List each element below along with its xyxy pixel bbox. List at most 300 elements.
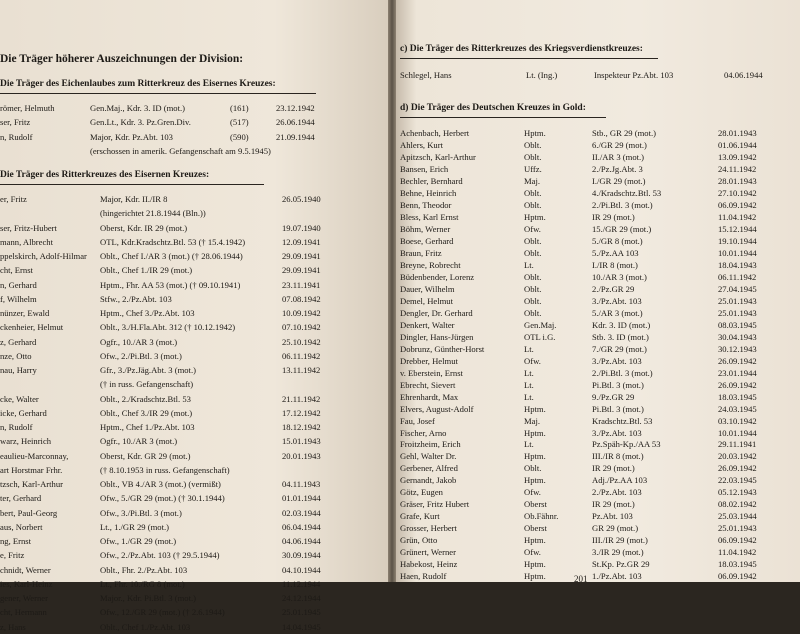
ritterkreuz-row-rank: Oblt., Chef 1./IR 29 (mot.) <box>100 265 193 276</box>
ritterkreuz-row <box>0 278 392 292</box>
ritterkreuz-row-rank: Hptm., Chef 3./Pz.Abt. 103 <box>100 308 195 318</box>
dk-row-name: Gernandt, Jakob <box>400 475 457 486</box>
dk-row-name: Benn, Theodor <box>400 199 452 210</box>
dk-row-name: Böhm, Werner <box>400 223 451 234</box>
ritterkreuz-row-rank: Ogfr., 10./AR 3 (mot.) <box>100 336 178 347</box>
ritterkreuz-row-rank: Oblt., Chef 1./Pz.Abt. 103 <box>100 621 191 632</box>
ritterkreuz-row-rank: Major., Kdr. Pi.Btl. 3 (mot.) <box>100 593 196 603</box>
ritterkreuz-row <box>0 320 392 334</box>
ritterkreuz-row-name: chnidt, Werner <box>0 564 51 575</box>
dk-row-rank: Hptm. <box>524 403 546 414</box>
dk-row-rank: Ofw. <box>524 547 541 558</box>
ritterkreuz-row <box>0 434 392 448</box>
ritterkreuz-row-name: er, Fritz <box>0 194 27 204</box>
eichenlaub-row-name: n, Rudolf <box>0 131 33 142</box>
dk-row-rank: Oblt. <box>524 247 542 258</box>
dk-row-name: Demel, Helmut <box>400 295 453 306</box>
dk-row-name: Bechler, Bernhard <box>400 175 463 186</box>
ritterkreuz-row <box>0 263 392 277</box>
kvk-row-unit: Inspekteur Pz.Abt. 103 <box>594 70 674 80</box>
dk-row-name: Bless, Karl Ernst <box>400 211 459 222</box>
dk-row-name: Apitzsch, Karl-Arthur <box>400 151 476 162</box>
ritterkreuz-row-name: f, Wilhelm <box>0 293 37 304</box>
ritterkreuz-row <box>0 363 392 377</box>
dk-row-name: Dauer, Wilhelm <box>400 283 455 294</box>
ritterkreuz-row-name: ter, Gerhard <box>0 493 42 504</box>
dk-row-unit: II./AR 3 (mot.) <box>592 151 645 162</box>
dk-row-unit: 3./Pz.Abt. 103 <box>592 355 642 366</box>
ritterkreuz-row-rank: († in russ. Gefangenschaft) <box>100 379 194 390</box>
dk-row-rank: Hptm. <box>524 451 546 462</box>
ritterkreuz-row <box>0 563 392 577</box>
dk-row-rank: Ofw. <box>524 487 541 498</box>
ritterkreuz-row-date: 25.01.1945 <box>282 607 321 618</box>
ritterkreuz-row <box>0 235 392 249</box>
eichenlaub-title: Die Träger des Eichenlaubes zum Ritterkreuz des Eisernes Kreuzes: <box>0 79 276 89</box>
ritterkreuz-row-rank: Ofw., 12./GR 29 (mot.) († 2.6.1944) <box>100 607 225 618</box>
dk-row-date: 13.09.1942 <box>718 151 757 162</box>
ritterkreuz-row <box>0 534 392 548</box>
ritterkreuz-row-date: 14.04.1945 <box>282 621 321 632</box>
ritterkreuz-row-name: ser, Fritz-Hubert <box>0 222 57 233</box>
dk-underline <box>400 117 606 118</box>
dk-row-date: 10.01.1944 <box>718 247 757 258</box>
dk-row-name: Haen, Rudolf <box>400 571 447 582</box>
dk-row-unit: Pi.Btl. 3 (mot.) <box>592 379 644 390</box>
book-spine <box>388 0 396 582</box>
dk-row-rank: Hptm. <box>524 475 546 486</box>
ritterkreuz-row <box>0 463 392 477</box>
dk-row-date: 18.03.1945 <box>718 391 757 402</box>
dk-row-name: Ebrecht, Sievert <box>400 379 456 390</box>
ritterkreuz-row-rank: Lt., Fhr. 10./RG 8 (mot.) <box>100 578 185 589</box>
dk-title: d) Die Träger des Deutschen Kreuzes in Gold: <box>400 103 586 113</box>
ritterkreuz-row-rank: Ofw., 2./Pi.Btl. 3 (mot.) <box>100 350 182 361</box>
dk-row-date: 25.01.1943 <box>718 523 757 534</box>
eichenlaub-row <box>0 130 392 144</box>
ritterkreuz-row <box>0 206 392 220</box>
dk-row-name: Braun, Fritz <box>400 247 442 258</box>
ritterkreuz-row-date: 07.10.1942 <box>282 322 321 333</box>
dk-row-name: Grünert, Werner <box>400 547 456 558</box>
ritterkreuz-row-name: n, Rudolf <box>0 422 33 432</box>
dk-row-name: Fau, Josef <box>400 415 435 426</box>
dk-row-date: 08.03.1945 <box>718 319 757 330</box>
dk-row-unit: Kradschtz.Btl. 53 <box>592 415 653 426</box>
dk-row-rank: Lt. <box>524 259 534 270</box>
dk-row-rank: Lt. <box>524 379 534 390</box>
dk-row-unit: I./IR 8 (mot.) <box>592 259 638 270</box>
ritterkreuz-row-date: 11.12.1944 <box>282 578 321 589</box>
dk-row-name: Bansen, Erich <box>400 163 449 174</box>
dk-row-date: 26.09.1942 <box>718 355 757 366</box>
dk-row-name: Gerbener, Alfred <box>400 463 458 474</box>
ritterkreuz-row-rank: Oblt., Chef I./AR 3 (mot.) († 28.06.1944) <box>100 251 243 261</box>
dk-row-date: 25.01.1943 <box>718 295 757 306</box>
dk-row-date: 29.11.1941 <box>718 439 757 450</box>
dk-row-unit: 3./Pz.Abt. 103 <box>592 427 642 438</box>
dk-row-rank: Hptm. <box>524 128 546 138</box>
ritterkreuz-row-rank: OTL, Kdr.Kradschtz.Btl. 53 († 15.4.1942) <box>100 236 246 247</box>
ritterkreuz-row <box>0 292 392 306</box>
dk-row-name: Grün, Otto <box>400 535 438 546</box>
ritterkreuz-row-date: 06.04.1944 <box>282 521 321 532</box>
dk-row-date: 19.10.1944 <box>718 235 757 246</box>
ritterkreuz-row-rank: Major, Kdr. II./IR 8 <box>100 194 168 204</box>
ritterkreuz-row-name: z, Gerhard <box>0 336 37 347</box>
ritterkreuz-row-name: eaulieu-Marconnay, <box>0 450 69 461</box>
dk-row-date: 30.12.1943 <box>718 343 757 354</box>
dk-row-rank: Oblt. <box>524 283 542 294</box>
dk-row-unit: GR 29 (mot.) <box>592 523 639 534</box>
dk-row-unit: 15./GR 29 (mot.) <box>592 223 652 234</box>
dk-row-unit: 9./Pz.GR 29 <box>592 391 635 402</box>
dk-row-name: Denkert, Walter <box>400 319 455 330</box>
ritterkreuz-row-rank: Ogfr., 10./AR 3 (mot.) <box>100 436 178 447</box>
dk-row-unit: IR 29 (mot.) <box>592 211 635 222</box>
dk-row-date: 06.11.1942 <box>718 271 757 282</box>
dk-row-rank: Oblt. <box>524 139 542 150</box>
dk-row-date: 05.12.1943 <box>718 487 757 498</box>
ritterkreuz-row-date: 25.10.1942 <box>282 336 321 347</box>
ritterkreuz-row-rank: Oblt., 3./H.Fla.Abt. 312 († 10.12.1942) <box>100 322 236 333</box>
dk-row-unit: 5./AR 3 (mot.) <box>592 307 643 318</box>
dk-row-unit: III./IR 29 (mot.) <box>592 535 648 546</box>
dk-row-name: Ehrenhardt, Max <box>400 391 459 402</box>
ritterkreuz-row-date: 30.09.1944 <box>282 550 321 561</box>
section-main-title: Die Träger höherer Auszeichnungen der Division: <box>0 53 244 65</box>
ritterkreuz-row <box>0 249 392 263</box>
ritterkreuz-row-date: 13.11.1942 <box>282 365 321 375</box>
ritterkreuz-row-name: warz, Heinrich <box>0 436 52 447</box>
dk-row-date: 01.06.1944 <box>718 139 757 150</box>
ritterkreuz-row <box>0 335 392 349</box>
ritterkreuz-row-date: 20.01.1943 <box>282 450 321 461</box>
dk-row-date: 24.11.1942 <box>718 163 757 174</box>
ritterkreuz-row-name: nünzer, Ewald <box>0 308 50 318</box>
ritterkreuz-row-date: 19.07.1940 <box>282 222 321 233</box>
dk-row-date: 26.09.1942 <box>718 379 757 390</box>
dk-row-unit: Pi.Btl. 3 (mot.) <box>592 403 644 414</box>
eichenlaub-row-rank: Major, Kdr. Pz.Abt. 103 <box>90 131 173 142</box>
kvk-row-date: 04.06.1944 <box>724 70 763 80</box>
dk-row-name: Grosser, Herbert <box>400 523 457 534</box>
ritterkreuz-row <box>0 520 392 534</box>
dk-row-name: Gräser, Fritz Hubert <box>400 499 470 510</box>
ritterkreuz-row <box>0 491 392 505</box>
dk-row-rank: Oblt. <box>524 199 542 210</box>
dk-row-unit: Kdr. 3. ID (mot.) <box>592 319 651 330</box>
ritterkreuz-row-date: 12.09.1941 <box>282 236 321 247</box>
ritterkreuz-row-name: ies, Karl-Heinz <box>0 578 53 589</box>
ritterkreuz-row-date: 04.10.1944 <box>282 564 321 575</box>
ritterkreuz-row-name: aus, Norbert <box>0 521 43 532</box>
dk-row-date: 20.03.1942 <box>718 451 757 462</box>
ritterkreuz-row-rank: Hptm., Chef 1./Pz.Abt. 103 <box>100 422 195 432</box>
dk-row-date: 25.03.1944 <box>718 511 757 522</box>
ritterkreuz-row <box>0 506 392 520</box>
ritterkreuz-underline <box>0 184 264 185</box>
left-page <box>0 0 392 632</box>
dk-row-date: 11.04.1942 <box>718 211 757 222</box>
dk-row-unit: 2./Pz.Jg.Abt. 3 <box>592 163 643 174</box>
ritterkreuz-row-name: nze, Otto <box>0 350 32 361</box>
ritterkreuz-row-name: ng, Ernst <box>0 536 32 546</box>
ritterkreuz-row-rank: Oberst, Kdr. GR 29 (mot.) <box>100 450 191 461</box>
ritterkreuz-row <box>0 377 392 391</box>
dk-row-rank: Oblt. <box>524 187 542 198</box>
ritterkreuz-row-rank: Stfw., 2./Pz.Abt. 103 <box>100 293 172 304</box>
dk-row-rank: Hptm. <box>524 571 546 582</box>
ritterkreuz-row <box>0 591 392 605</box>
eichenlaub-row-date: 21.09.1944 <box>276 131 315 142</box>
ritterkreuz-row-name: n, Gerhard <box>0 279 37 290</box>
dk-row-rank: Maj. <box>524 175 540 186</box>
dk-row-rank: Oblt. <box>524 235 542 246</box>
eichenlaub-row <box>0 115 392 129</box>
dk-row-rank: Oblt. <box>524 463 542 474</box>
dk-row-name: v. Eberstein, Ernst <box>400 367 463 378</box>
dk-row-rank: OTL i.G. <box>524 331 556 342</box>
ritterkreuz-row <box>0 349 392 363</box>
dk-row-date: 27.10.1942 <box>718 187 757 198</box>
ritterkreuz-row-name: ckenheier, Helmut <box>0 322 64 333</box>
dk-row-unit: 2./Pz.GR 29 <box>592 283 635 294</box>
dk-row-rank: Hptm. <box>524 211 546 222</box>
ritterkreuz-row-date: 04.11.1943 <box>282 479 321 489</box>
dk-row-unit: 7./GR 29 (mot.) <box>592 343 647 354</box>
dk-row-date: 27.04.1945 <box>718 283 757 294</box>
ritterkreuz-row-rank: Ofw., 5./GR 29 (mot.) († 30.1.1944) <box>100 493 225 504</box>
dk-row-unit: IR 29 (mot.) <box>592 499 635 510</box>
ritterkreuz-row-rank: Lt., 1./GR 29 (mot.) <box>100 521 169 532</box>
dk-row-rank: Lt. <box>524 439 534 450</box>
dk-row-date: 15.12.1944 <box>718 223 757 234</box>
ritterkreuz-row-name: ppelskirch, Adolf-Hilmar <box>0 251 87 261</box>
dk-row-rank: Ob.Fähnr. <box>524 511 559 522</box>
dk-row-name: Götz, Eugen <box>400 487 443 498</box>
eichenlaub-row <box>0 144 392 158</box>
ritterkreuz-row-date: 29.09.1941 <box>282 251 321 261</box>
dk-row-rank: Oblt. <box>524 295 542 306</box>
ritterkreuz-row-date: 01.01.1944 <box>282 493 321 504</box>
kvk-row <box>392 68 800 82</box>
ritterkreuz-row-rank: Oblt., Fhr. 2./Pz.Abt. 103 <box>100 564 188 575</box>
ritterkreuz-row <box>0 221 392 235</box>
dk-row-date: 26.09.1942 <box>718 463 757 474</box>
ritterkreuz-row <box>0 449 392 463</box>
dk-row-rank: Hptm. <box>524 559 546 570</box>
dk-row-name: Dengler, Dr. Gerhard <box>400 307 473 318</box>
dk-row-rank: Oberst <box>524 499 547 510</box>
eichenlaub-underline <box>0 93 316 94</box>
dk-row-name: Büdenbender, Lorenz <box>400 271 475 282</box>
dk-row-unit: I./GR 29 (mot.) <box>592 175 646 186</box>
dk-row-date: 08.02.1942 <box>718 499 757 510</box>
dk-row-rank: Oblt. <box>524 307 542 318</box>
kvk-underline <box>400 58 658 59</box>
dk-row-date: 22.03.1945 <box>718 475 757 486</box>
dk-row-name: Grafe, Kurt <box>400 511 440 522</box>
dk-row-date: 06.09.1942 <box>718 571 757 582</box>
dk-row-name: Fischer, Arno <box>400 427 447 438</box>
dk-row-unit: 1./Pz.Abt. 103 <box>592 571 642 582</box>
ritterkreuz-row-rank: Ofw., 1./GR 29 (mot.) <box>100 536 177 546</box>
dk-row-date: 18.04.1943 <box>718 259 757 270</box>
dk-row-unit: Stb., GR 29 (mot.) <box>592 128 656 138</box>
eichenlaub-row-nr: (517) <box>230 117 249 128</box>
dk-row-unit: 2./Pz.Abt. 103 <box>592 487 642 498</box>
eichenlaub-row-nr: (590) <box>230 131 249 142</box>
dk-row-date: 06.09.1942 <box>718 535 757 546</box>
ritterkreuz-row-rank: Ofw., 2./Pz.Abt. 103 († 29.5.1944) <box>100 550 220 561</box>
ritterkreuz-row-name: gener, Werner <box>0 593 48 603</box>
dk-row-rank: Oblt. <box>524 271 542 282</box>
ritterkreuz-row-date: 10.09.1942 <box>282 308 321 318</box>
dk-row-date: 25.01.1943 <box>718 307 757 318</box>
dk-row-rank: Lt. <box>524 343 534 354</box>
ritterkreuz-row-date: 07.08.1942 <box>282 293 321 304</box>
eichenlaub-row-rank: Gen.Lt., Kdr. 3. Pz.Gren.Div. <box>90 117 191 128</box>
dk-row-unit: St.Kp. Pz.GR 29 <box>592 559 650 570</box>
ritterkreuz-row-name: cke, Walter <box>0 393 39 404</box>
ritterkreuz-row-rank: Oblt., VB 4./AR 3 (mot.) (vermißt) <box>100 479 221 489</box>
ritterkreuz-row <box>0 620 392 634</box>
ritterkreuz-row-name: bert, Paul-Georg <box>0 507 58 518</box>
dk-row-rank: Maj. <box>524 415 540 426</box>
dk-row-rank: Ofw. <box>524 223 541 234</box>
eichenlaub-row-date: 26.06.1944 <box>276 117 315 128</box>
ritterkreuz-row-name: nau, Harry <box>0 365 37 375</box>
dk-row-rank: Lt. <box>524 391 534 402</box>
dk-row-name: Dingler, Hans-Jürgen <box>400 331 474 342</box>
ritterkreuz-row-date: 17.12.1942 <box>282 407 321 418</box>
dk-row-date: 18.03.1945 <box>718 559 757 570</box>
dk-row-date: 06.09.1942 <box>718 199 757 210</box>
dk-row-rank: Hptm. <box>524 427 546 438</box>
dk-row-unit: 2./Pi.Btl. 3 (mot.) <box>592 367 653 378</box>
ritterkreuz-row <box>0 392 392 406</box>
dk-row-name: Boese, Gerhard <box>400 235 454 246</box>
ritterkreuz-row-date: 23.11.1941 <box>282 279 321 290</box>
dk-row-name: Ahlers, Kurt <box>400 139 443 150</box>
eichenlaub-row-rank: Gen.Maj., Kdr. 3. ID (mot.) <box>90 103 185 113</box>
dk-row-date: 11.04.1942 <box>718 547 757 558</box>
dk-row-name: Breyne, Robrecht <box>400 259 461 270</box>
dk-row-date: 10.01.1944 <box>718 427 757 438</box>
dk-row-rank: Gen.Maj. <box>524 319 557 330</box>
ritterkreuz-row-rank: Ofw., 3./Pi.Btl. 3 (mot.) <box>100 507 182 518</box>
dk-row-name: Behne, Heinrich <box>400 187 457 198</box>
ritterkreuz-row-name: art Horstmar Frhr. <box>0 464 63 475</box>
dk-row-unit: 5./GR 8 (mot.) <box>592 235 643 246</box>
dk-row-rank: Oblt. <box>524 151 542 162</box>
ritterkreuz-row-name: mann, Albrecht <box>0 236 53 247</box>
ritterkreuz-row <box>0 420 392 434</box>
ritterkreuz-row-name: cht, Ernst <box>0 265 33 276</box>
dk-row-unit: 10./AR 3 (mot.) <box>592 271 647 282</box>
dk-row-unit: IR 29 (mot.) <box>592 463 635 474</box>
dk-row-unit: 5./Pz.AA 103 <box>592 247 639 258</box>
right-page <box>392 0 800 582</box>
dk-row-rank: Oberst <box>524 523 547 534</box>
eichenlaub-row-name: ser, Fritz <box>0 117 31 128</box>
dk-row-date: 28.01.1943 <box>718 175 757 186</box>
dk-row-name: Elvers, August-Adolf <box>400 403 474 414</box>
dk-row-rank: Uffz. <box>524 163 542 174</box>
dk-row-name: Drebber, Helmut <box>400 355 458 366</box>
dk-row-unit: 2./Pi.Btl. 3 (mot.) <box>592 199 653 210</box>
dk-row-rank: Ofw. <box>524 355 541 366</box>
ritterkreuz-row <box>0 192 392 206</box>
ritterkreuz-row-date: 24.12.1944 <box>282 593 321 603</box>
dk-row-unit: 3./IR 29 (mot.) <box>592 547 644 558</box>
dk-row-name: Gehl, Walter Dr. <box>400 451 457 462</box>
dk-row-unit: Pz.Späh-Kp./AA 53 <box>592 439 661 450</box>
eichenlaub-row-rank: (erschossen in amerik. Gefangenschaft am 9.5.1945) <box>90 145 271 156</box>
ritterkreuz-row-rank: Hptm., Fhr. AA 53 (mot.) († 09.10.1941) <box>100 279 241 290</box>
eichenlaub-row-name: römer, Helmuth <box>0 103 55 113</box>
dk-row-date: 28.01.1943 <box>718 128 757 138</box>
ritterkreuz-row-name: z, Hans <box>0 621 26 632</box>
eichenlaub-row <box>0 101 392 115</box>
ritterkreuz-row-date: 02.03.1944 <box>282 507 321 518</box>
dk-row-unit: 4./Kradschtz.Btl. 53 <box>592 187 662 198</box>
ritterkreuz-row-date: 18.12.1942 <box>282 422 321 432</box>
dk-row-date: 03.10.1942 <box>718 415 757 426</box>
dk-row-unit: Adj./Pz.AA 103 <box>592 475 648 486</box>
ritterkreuz-row-date: 26.05.1940 <box>282 194 321 204</box>
ritterkreuz-row-date: 06.11.1942 <box>282 350 321 361</box>
ritterkreuz-row-rank: Gfr., 3./Pz.Jäg.Abt. 3 (mot.) <box>100 365 196 375</box>
ritterkreuz-row <box>0 605 392 619</box>
dk-row-unit: Pz.Abt. 103 <box>592 511 633 522</box>
ritterkreuz-row-name: icke, Gerhard <box>0 407 47 418</box>
ritterkreuz-row-date: 29.09.1941 <box>282 265 321 276</box>
dk-row-date: 24.03.1945 <box>718 403 757 414</box>
eichenlaub-row-date: 23.12.1942 <box>276 103 315 113</box>
ritterkreuz-row-date: 21.11.1942 <box>282 393 321 404</box>
kvk-row-rank: Lt. (Ing.) <box>526 70 558 80</box>
ritterkreuz-row-rank: († 8.10.1953 in russ. Gefangenschaft) <box>100 464 230 475</box>
ritterkreuz-row-date: 04.06.1944 <box>282 536 321 546</box>
ritterkreuz-row-rank: Oblt., Chef 3./IR 29 (mot.) <box>100 407 193 418</box>
dk-row-date: 23.01.1944 <box>718 367 757 378</box>
ritterkreuz-row-rank: Oberst, Kdr. IR 29 (mot.) <box>100 222 188 233</box>
ritterkreuz-row-name: tzsch, Karl-Arthur <box>0 479 63 489</box>
ritterkreuz-row <box>0 406 392 420</box>
dk-row-name: Habekost, Heinz <box>400 559 458 570</box>
dk-row-unit: 3./Pz.Abt. 103 <box>592 295 642 306</box>
ritterkreuz-row-name: e, Fritz <box>0 550 25 561</box>
ritterkreuz-row <box>0 577 392 591</box>
dk-row <box>392 569 800 583</box>
ritterkreuz-row <box>0 306 392 320</box>
dk-row-unit: 6./GR 29 (mot.) <box>592 139 647 150</box>
dk-row-name: Froitzheim, Erich <box>400 439 461 450</box>
page-number: 201 <box>574 574 588 584</box>
ritterkreuz-row-name: cht, Hermann <box>0 607 47 618</box>
dk-row-name: Dobrunz, Günther-Horst <box>400 343 485 354</box>
ritterkreuz-row <box>0 548 392 562</box>
dk-row-rank: Hptm. <box>524 535 546 546</box>
ritterkreuz-row-rank: (hingerichtet 21.8.1944 (Bln.)) <box>100 208 206 219</box>
dk-row-name: Achenbach, Herbert <box>400 128 470 138</box>
dk-row-rank: Lt. <box>524 367 534 378</box>
eichenlaub-row-nr: (161) <box>230 103 249 113</box>
dk-row-unit: Stb. 3. ID (mot.) <box>592 331 649 342</box>
dk-row-date: 30.04.1943 <box>718 331 757 342</box>
